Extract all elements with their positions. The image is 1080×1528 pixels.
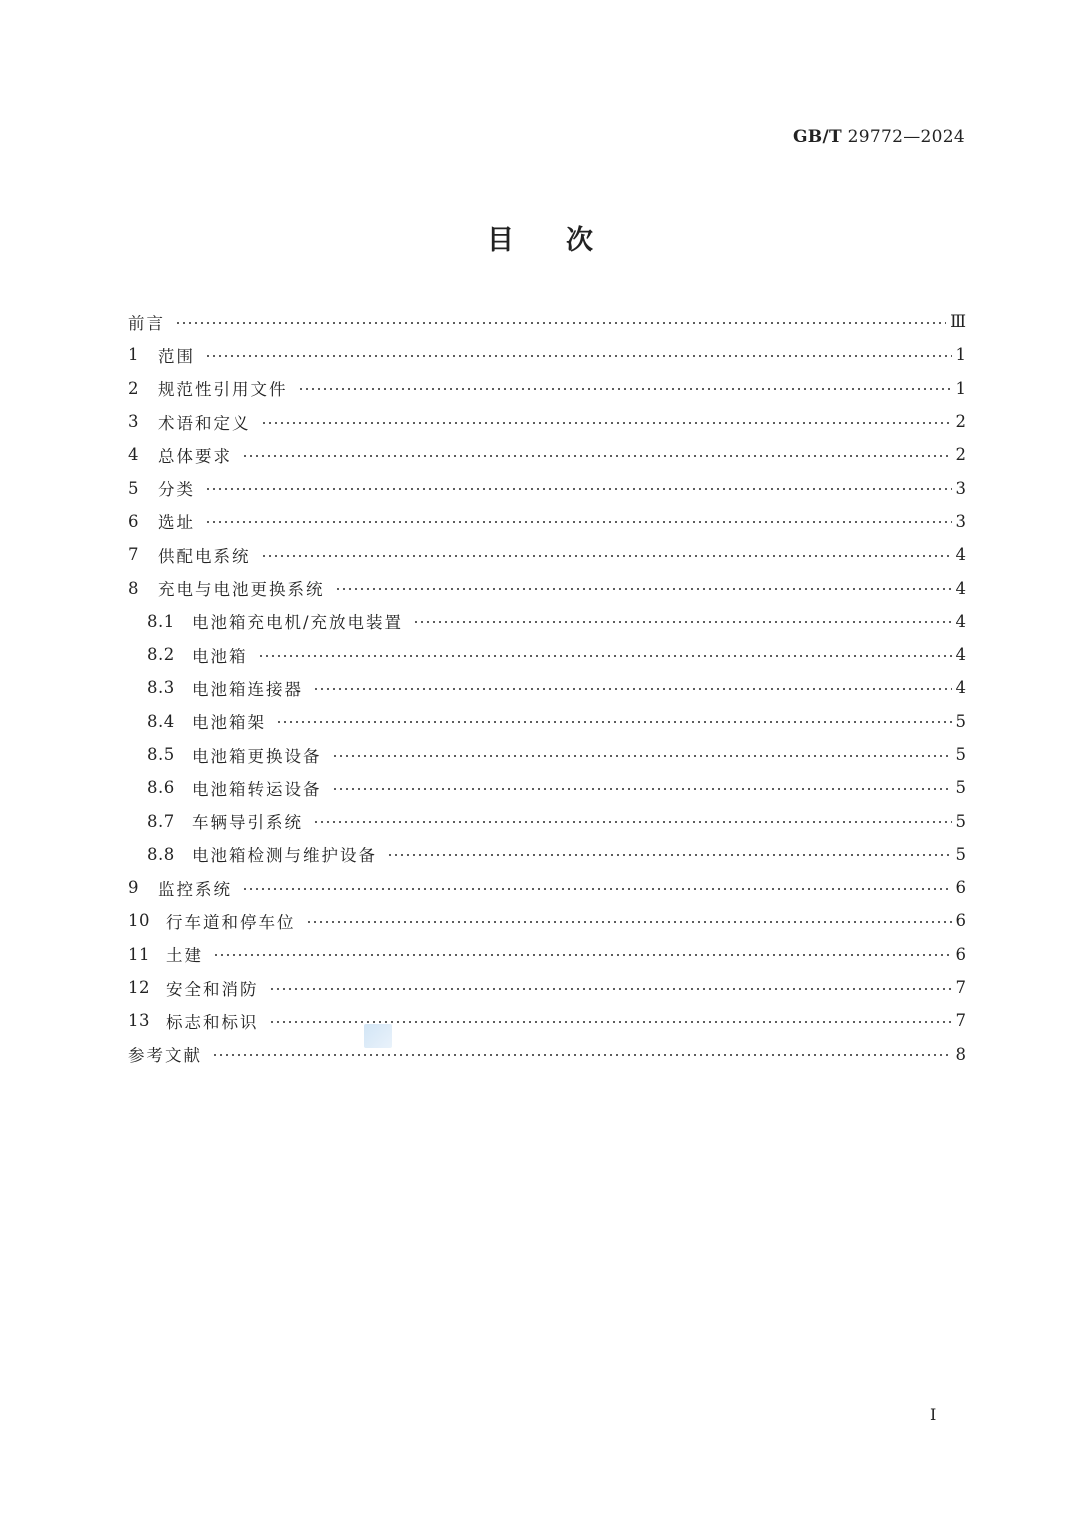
toc-entry-label: 充电与电池更换系统 (158, 580, 325, 600)
toc-entry-page: 7 (955, 978, 966, 998)
toc-entry-label: 总体要求 (158, 446, 232, 466)
toc-entry[interactable] (128, 1038, 966, 1071)
toc-entry-label: 范围 (158, 346, 195, 366)
footer-page-number: I (930, 1405, 937, 1424)
toc-entry-label: 分类 (158, 480, 195, 500)
toc-entry-page: 4 (955, 611, 966, 631)
toc-entry-label: 选址 (158, 513, 195, 533)
toc-entry-number: 5 (128, 478, 139, 498)
toc-entry-label: 标志和标识 (166, 1012, 259, 1032)
toc-entry-number: 8.5 (147, 745, 175, 764)
toc-entry-page: 4 (955, 645, 966, 665)
toc-entry-number: 12 (128, 978, 150, 998)
toc-entry-number: 8.8 (147, 844, 175, 864)
toc-entry[interactable] (128, 871, 966, 904)
toc-entry-number: 8 (128, 578, 139, 598)
toc-entry[interactable] (128, 305, 966, 338)
toc-entry-label: 电池箱充电机/充放电装置 (192, 613, 404, 633)
toc-entry-label: 前言 (128, 313, 165, 333)
toc-entry-label: 规范性引用文件 (158, 380, 288, 400)
toc-entry-page: Ⅲ (950, 312, 966, 332)
toc-dot-leader (298, 388, 952, 390)
toc-entry-number: 13 (128, 1011, 150, 1031)
toc-dot-leader (332, 755, 952, 757)
toc-entry[interactable] (128, 771, 966, 804)
page-title-part1: 目 (487, 225, 514, 256)
toc-entry-number: 8.1 (147, 611, 175, 631)
page-title-part2: 次 (566, 225, 593, 256)
table-of-contents (128, 305, 966, 1071)
toc-entry-page: 3 (955, 511, 966, 531)
toc-dot-leader (313, 688, 952, 690)
toc-dot-leader (335, 588, 952, 590)
toc-entry-page: 1 (955, 345, 966, 365)
toc-entry-page: 5 (955, 811, 966, 831)
toc-entry-number: 9 (128, 878, 139, 898)
toc-dot-leader (413, 621, 951, 623)
toc-entry-page: 2 (955, 445, 966, 465)
toc-entry-page: 5 (955, 711, 966, 731)
toc-dot-leader (387, 854, 952, 856)
toc-entry-page: 5 (955, 745, 966, 764)
toc-entry-page: 1 (955, 378, 966, 398)
toc-dot-leader (261, 422, 952, 424)
toc-entry-page: 2 (955, 412, 966, 432)
toc-entry-number: 10 (128, 911, 150, 931)
toc-entry-page: 5 (955, 844, 966, 864)
toc-entry-page: 7 (955, 1011, 966, 1031)
toc-entry-number: 8.3 (147, 678, 175, 698)
toc-entry-label: 供配电系统 (158, 546, 251, 566)
toc-entry-label: 土建 (166, 946, 203, 966)
toc-dot-leader (306, 921, 952, 923)
toc-entry-page: 4 (955, 578, 966, 598)
toc-entry-page: 8 (955, 1044, 966, 1064)
toc-entry-label: 监控系统 (158, 879, 232, 899)
toc-entry[interactable] (128, 971, 966, 1004)
toc-entry-number: 8.6 (147, 778, 175, 798)
toc-entry-number: 2 (128, 378, 139, 398)
toc-entry[interactable] (128, 471, 966, 504)
standard-code-prefix: GB/T (792, 127, 842, 147)
toc-entry[interactable] (128, 804, 966, 837)
toc-entry[interactable] (128, 738, 966, 771)
toc-entry-page: 5 (955, 778, 966, 798)
toc-entry-label: 电池箱检测与维护设备 (192, 846, 377, 866)
toc-entry-label: 电池箱转运设备 (192, 779, 322, 799)
toc-entry[interactable] (128, 338, 966, 371)
toc-entry[interactable] (128, 372, 966, 405)
toc-entry-number: 7 (128, 545, 139, 565)
toc-dot-leader (175, 322, 946, 324)
toc-dot-leader (269, 1021, 952, 1023)
toc-entry-label: 车辆导引系统 (192, 813, 303, 833)
page-title (0, 218, 1080, 257)
toc-dot-leader (213, 954, 952, 956)
toc-entry-number: 8.7 (147, 811, 175, 831)
standard-code-number: 29772—2024 (847, 127, 965, 147)
toc-dot-leader (242, 888, 952, 890)
toc-entry-page: 3 (955, 478, 966, 498)
toc-entry-number: 3 (128, 412, 139, 432)
toc-dot-leader (242, 455, 952, 457)
watermark-logo (364, 1024, 392, 1048)
toc-entry-page: 4 (955, 678, 966, 698)
toc-entry-page: 6 (955, 878, 966, 898)
standard-code (793, 127, 965, 147)
toc-entry-label: 电池箱 (192, 646, 248, 666)
toc-entry-label: 术语和定义 (158, 413, 251, 433)
toc-dot-leader (332, 788, 952, 790)
toc-entry[interactable] (128, 904, 966, 937)
toc-entry[interactable] (128, 838, 966, 871)
toc-entry-number: 4 (128, 445, 139, 465)
toc-entry-label: 安全和消防 (166, 979, 259, 999)
toc-dot-leader (261, 555, 952, 557)
toc-entry[interactable] (128, 671, 966, 704)
toc-dot-leader (205, 355, 952, 357)
toc-dot-leader (205, 521, 952, 523)
toc-entry[interactable] (128, 405, 966, 438)
toc-entry-number: 11 (128, 944, 150, 964)
toc-entry-page: 4 (955, 545, 966, 565)
toc-entry-number: 8.4 (147, 711, 175, 731)
toc-dot-leader (276, 721, 952, 723)
toc-entry-label: 参考文献 (128, 1046, 202, 1066)
toc-dot-leader (258, 655, 952, 657)
toc-entry[interactable] (128, 705, 966, 738)
toc-dot-leader (269, 988, 952, 990)
toc-dot-leader (212, 1054, 952, 1056)
toc-entry-label: 电池箱架 (192, 713, 266, 733)
toc-dot-leader (313, 821, 952, 823)
toc-entry-label: 行车道和停车位 (166, 912, 296, 932)
toc-entry-number: 6 (128, 511, 139, 531)
toc-entry[interactable] (128, 505, 966, 538)
toc-entry[interactable] (128, 438, 966, 471)
toc-dot-leader (205, 488, 952, 490)
toc-entry-label: 电池箱连接器 (192, 679, 303, 699)
toc-entry[interactable] (128, 538, 966, 571)
toc-entry-label: 电池箱更换设备 (192, 746, 322, 766)
toc-entry-page: 6 (955, 944, 966, 964)
toc-entry-number: 8.2 (147, 645, 175, 665)
toc-entry-number: 1 (128, 345, 139, 365)
toc-entry[interactable] (128, 938, 966, 971)
toc-entry[interactable] (128, 571, 966, 604)
toc-entry[interactable] (128, 605, 966, 638)
toc-entry[interactable] (128, 1004, 966, 1037)
toc-entry[interactable] (128, 638, 966, 671)
toc-entry-page: 6 (955, 911, 966, 931)
